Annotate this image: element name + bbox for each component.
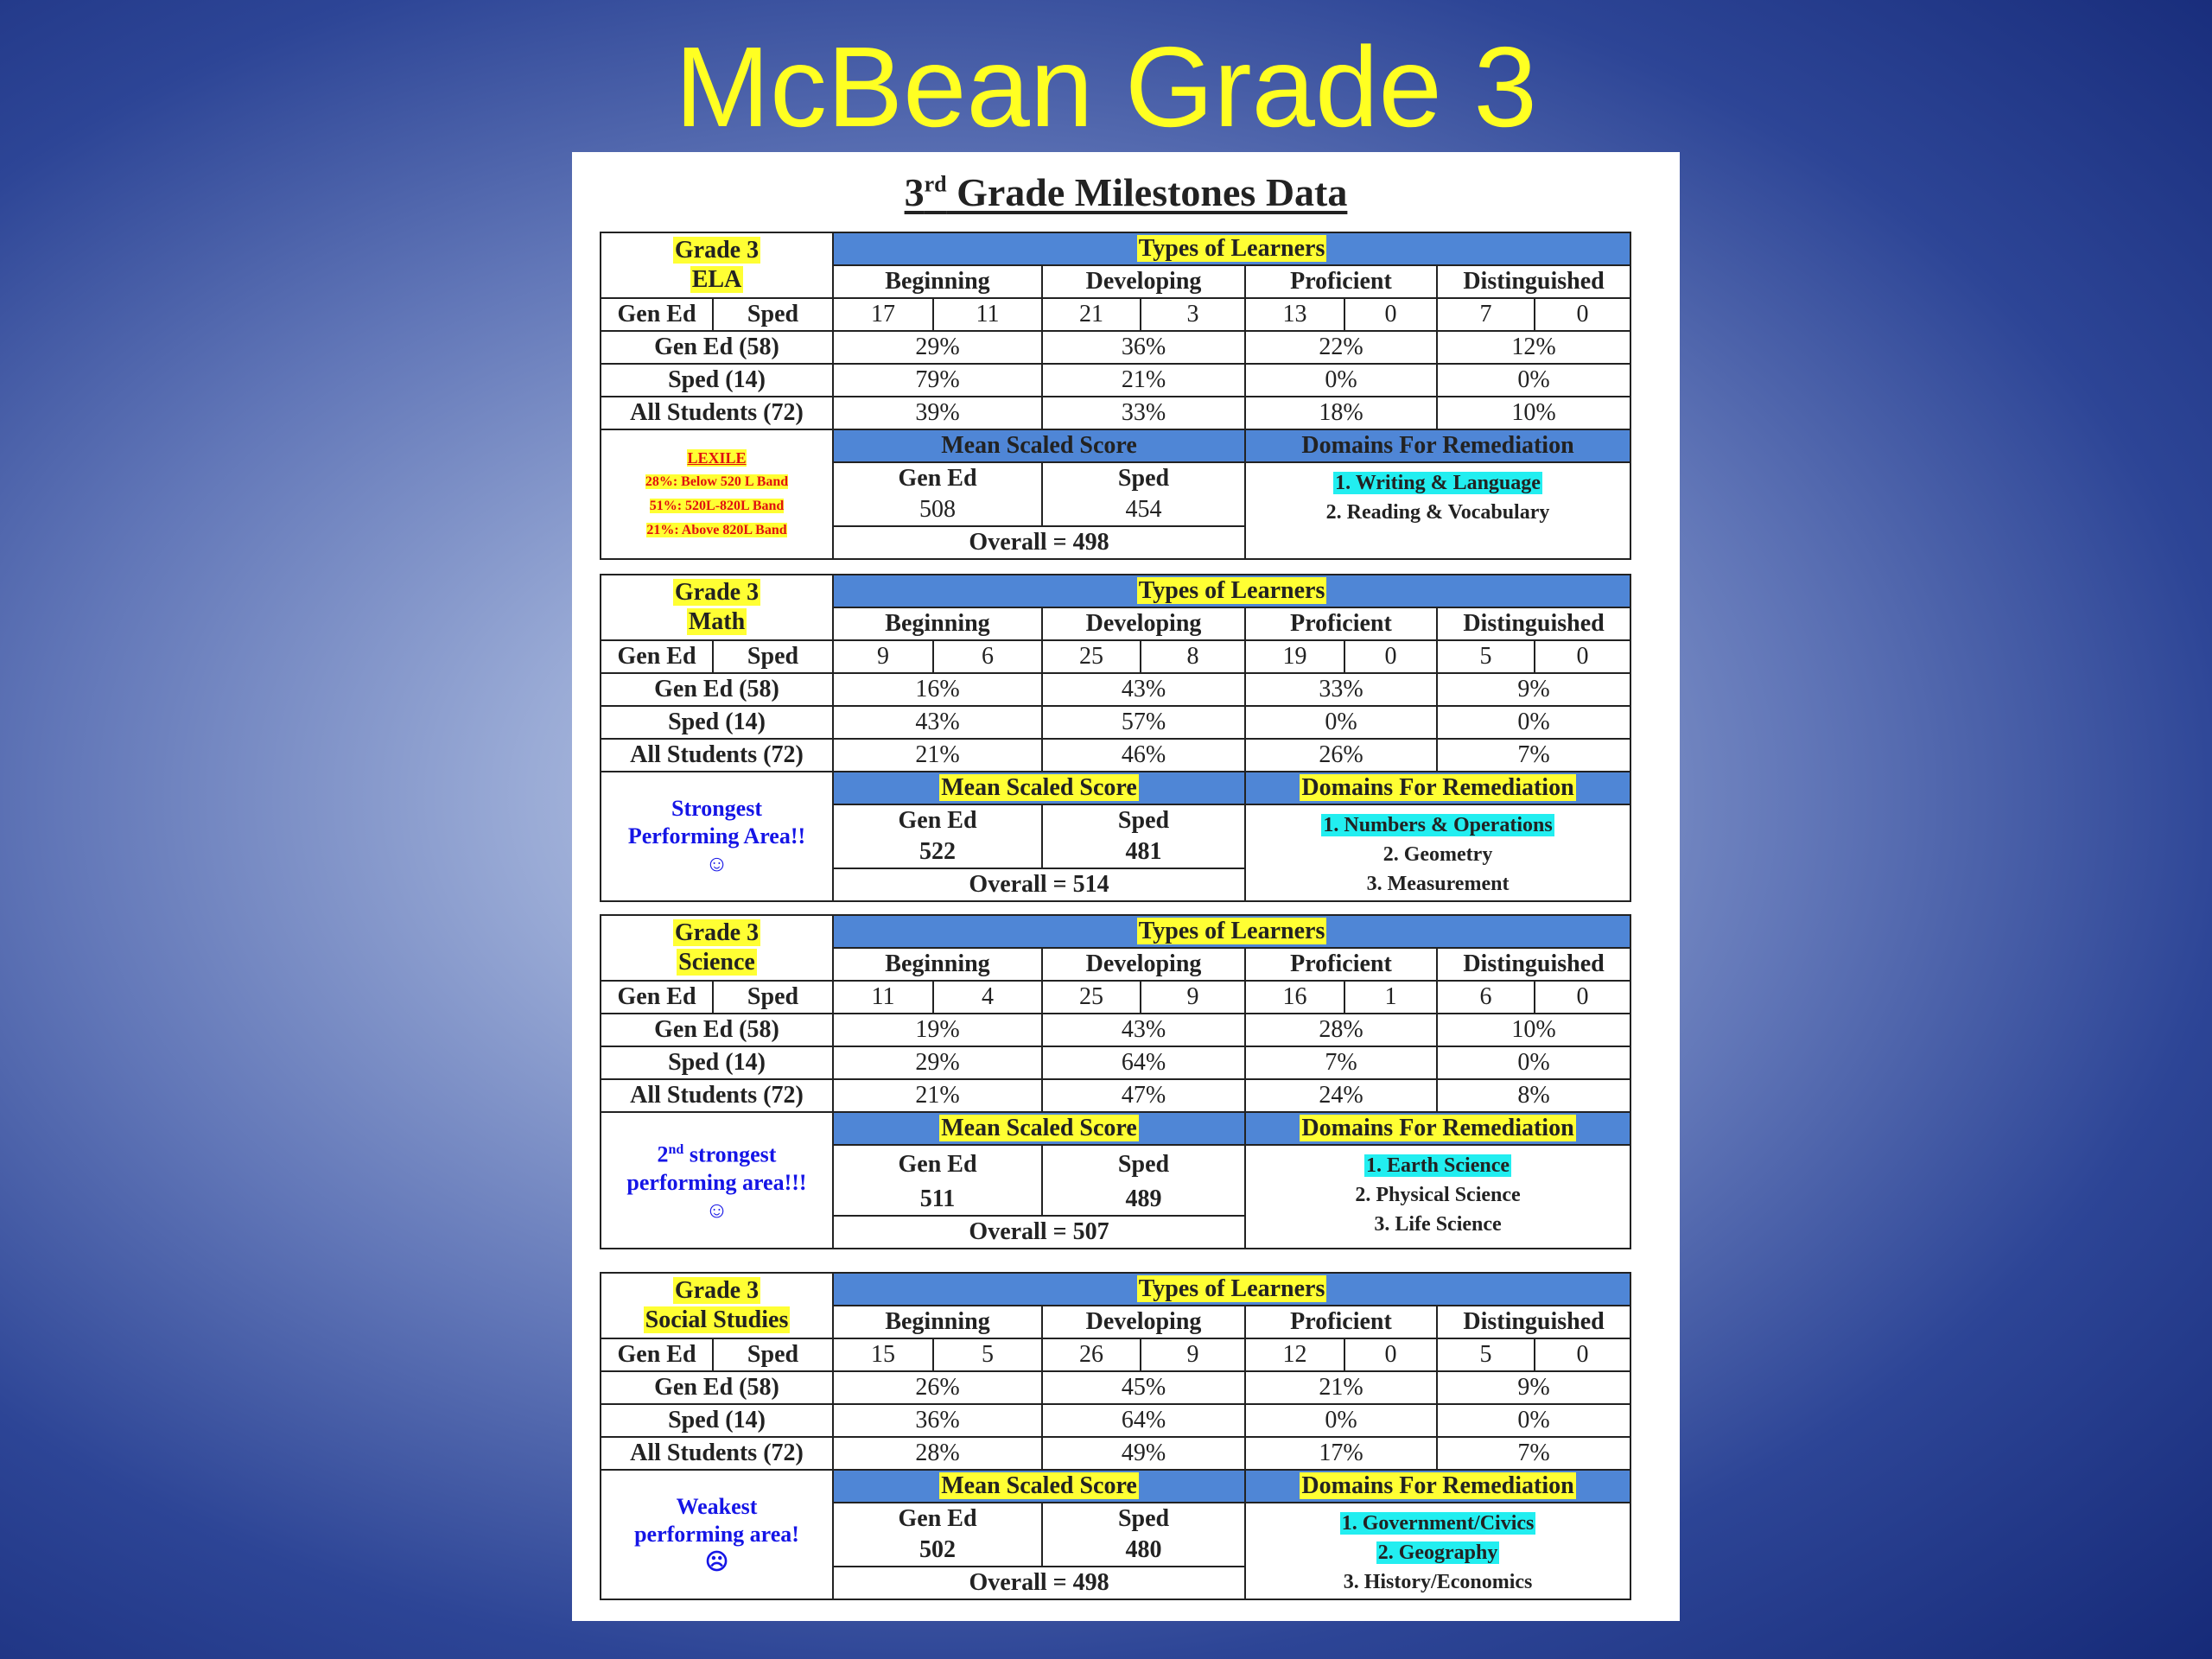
percent-cell: 9% <box>1437 673 1630 706</box>
level-beginning: Beginning <box>833 607 1042 640</box>
count-cell: 5 <box>1437 1338 1535 1371</box>
gen-ed-score: 502 <box>833 1535 1042 1567</box>
note-cell <box>601 1112 833 1249</box>
lexile-note <box>601 446 832 543</box>
count-cell: 11 <box>933 298 1042 331</box>
level-proficient: Proficient <box>1245 948 1437 981</box>
sped-percent-row <box>601 1404 1741 1437</box>
count-row <box>601 1338 1741 1371</box>
sped-score: 454 <box>1042 494 1245 526</box>
sped-label: Sped <box>713 981 833 1014</box>
header-text: Domains For Remediation <box>1301 432 1574 459</box>
percent-cell: 0% <box>1245 706 1437 739</box>
milestones-table-science <box>600 914 1742 1249</box>
header-row <box>601 575 1741 607</box>
percent-cell: 0% <box>1437 706 1630 739</box>
percent-cell: 21% <box>833 1079 1042 1112</box>
percent-cell: 33% <box>1042 397 1245 429</box>
domains-list <box>1245 804 1630 901</box>
domain-item: 2. Physical Science <box>1355 1184 1521 1206</box>
mean-scaled-score-header <box>833 429 1245 462</box>
percent-cell: 7% <box>1437 1437 1630 1470</box>
level-beginning: Beginning <box>833 265 1042 298</box>
score-sped-label: Sped <box>1042 1503 1245 1535</box>
domain-item: 2. Geography <box>1377 1541 1498 1564</box>
level-distinguished: Distinguished <box>1437 948 1630 981</box>
percent-cell: 29% <box>833 331 1042 364</box>
percent-cell: 36% <box>1042 331 1245 364</box>
percent-cell: 8% <box>1437 1079 1630 1112</box>
percent-cell: 7% <box>1245 1046 1437 1079</box>
all-students-percent-row <box>601 739 1741 772</box>
count-row <box>601 298 1741 331</box>
grade-label: Grade 3 <box>674 237 760 264</box>
performance-note <box>601 1136 832 1224</box>
lexile-band: 21%: Above 820L Band <box>646 523 787 537</box>
overall-score: Overall = 498 <box>833 1567 1245 1599</box>
gen-ed-percent-row <box>601 673 1741 706</box>
count-cell: 7 <box>1437 298 1535 331</box>
count-cell: 6 <box>1437 981 1535 1014</box>
gen-ed-percent-row <box>601 1371 1741 1404</box>
score-sped-label: Sped <box>1042 1145 1245 1184</box>
count-cell: 8 <box>1141 640 1245 673</box>
row-label: Gen Ed (58) <box>601 1014 833 1046</box>
domain-item: 3. History/Economics <box>1343 1571 1533 1593</box>
header-text: Mean Scaled Score <box>941 1115 1137 1141</box>
percent-cell: 47% <box>1042 1079 1245 1112</box>
count-cell: 6 <box>933 640 1042 673</box>
count-cell: 19 <box>1245 640 1344 673</box>
domain-item: 1. Numbers & Operations <box>1323 814 1553 836</box>
all-students-percent-row <box>601 397 1741 429</box>
sped-percent-row <box>601 706 1741 739</box>
subject-label <box>601 232 833 298</box>
milestones-table-social-studies <box>600 1272 1742 1600</box>
domains-header <box>1245 429 1630 462</box>
count-cell: 4 <box>933 981 1042 1014</box>
title-text: Grade Milestones Data <box>946 170 1348 215</box>
slide-title: McBean Grade 3 <box>675 23 1537 150</box>
percent-cell: 28% <box>1245 1014 1437 1046</box>
score-sped-label: Sped <box>1042 804 1245 836</box>
row-label: Sped (14) <box>601 706 833 739</box>
percent-cell: 7% <box>1437 739 1630 772</box>
header-row <box>601 915 1741 948</box>
gen-ed-score: 522 <box>833 836 1042 868</box>
frown-icon: ☹ <box>704 1549 729 1574</box>
row-label: All Students (72) <box>601 1079 833 1112</box>
mean-scaled-score-header <box>833 1112 1245 1145</box>
title-number: 3 <box>904 170 925 215</box>
domains-header <box>1245 772 1630 804</box>
percent-cell: 18% <box>1245 397 1437 429</box>
gen-ed-percent-row <box>601 331 1741 364</box>
note-text: Weakest <box>676 1494 758 1519</box>
percent-cell: 0% <box>1437 364 1630 397</box>
mean-score-header-row <box>601 1470 1741 1503</box>
gen-ed-score: 508 <box>833 494 1042 526</box>
subject-label <box>601 575 833 640</box>
sped-score: 489 <box>1042 1184 1245 1216</box>
count-cell: 5 <box>1437 640 1535 673</box>
subject-name: Social Studies <box>645 1306 789 1333</box>
count-cell: 16 <box>1245 981 1344 1014</box>
smiley-icon: ☺ <box>705 1197 728 1223</box>
grade-label: Grade 3 <box>674 919 760 946</box>
count-cell: 0 <box>1344 640 1437 673</box>
count-cell: 0 <box>1535 640 1630 673</box>
score-gen-ed-label: Gen Ed <box>833 1145 1042 1184</box>
row-label: Gen Ed (58) <box>601 1371 833 1404</box>
mean-score-header-row <box>601 429 1741 462</box>
row-label: Gen Ed (58) <box>601 673 833 706</box>
level-beginning: Beginning <box>833 1306 1042 1338</box>
all-students-percent-row <box>601 1437 1741 1470</box>
percent-cell: 43% <box>1042 673 1245 706</box>
lexile-band: 51%: 520L-820L Band <box>649 499 785 513</box>
percent-cell: 19% <box>833 1014 1042 1046</box>
subject-name: ELA <box>691 266 742 293</box>
count-cell: 3 <box>1141 298 1245 331</box>
percent-cell: 0% <box>1437 1046 1630 1079</box>
header-text: Types of Learners <box>1138 1275 1325 1302</box>
note-text: Performing Area!! <box>627 823 806 849</box>
score-gen-ed-label: Gen Ed <box>833 804 1042 836</box>
percent-cell: 24% <box>1245 1079 1437 1112</box>
sped-label: Sped <box>713 640 833 673</box>
row-label: Sped (14) <box>601 1404 833 1437</box>
score-gen-ed-label: Gen Ed <box>833 1503 1042 1535</box>
level-developing: Developing <box>1042 607 1245 640</box>
sped-percent-row <box>601 1046 1741 1079</box>
header-row <box>601 232 1741 265</box>
title-superscript: rd <box>924 172 947 197</box>
note-cell <box>601 1470 833 1599</box>
percent-cell: 64% <box>1042 1046 1245 1079</box>
count-cell: 0 <box>1344 1338 1437 1371</box>
count-cell: 5 <box>933 1338 1042 1371</box>
percent-cell: 12% <box>1437 331 1630 364</box>
count-cell: 17 <box>833 298 933 331</box>
sped-score: 480 <box>1042 1535 1245 1567</box>
header-text: Domains For Remediation <box>1301 1472 1574 1499</box>
header-text: Mean Scaled Score <box>941 774 1137 801</box>
header-text: Mean Scaled Score <box>941 432 1137 459</box>
lexile-band: 28%: Below 520 L Band <box>645 474 789 489</box>
domains-list <box>1245 462 1630 559</box>
count-cell: 25 <box>1042 640 1141 673</box>
domain-item: 1. Writing & Language <box>1335 472 1541 494</box>
percent-cell: 49% <box>1042 1437 1245 1470</box>
percent-cell: 64% <box>1042 1404 1245 1437</box>
percent-cell: 0% <box>1437 1404 1630 1437</box>
milestones-table-ela <box>600 232 1742 560</box>
lexile-heading: LEXILE <box>687 449 747 467</box>
note-text: strongest <box>683 1141 777 1167</box>
domain-item: 1. Earth Science <box>1366 1154 1510 1177</box>
percent-cell: 16% <box>833 673 1042 706</box>
types-of-learners-header <box>833 575 1630 607</box>
gen-ed-label: Gen Ed <box>601 1338 713 1371</box>
percent-cell: 36% <box>833 1404 1042 1437</box>
performance-note <box>601 795 832 878</box>
percent-cell: 21% <box>833 739 1042 772</box>
note-text: performing area! <box>634 1522 799 1547</box>
types-of-learners-header <box>833 232 1630 265</box>
count-cell: 26 <box>1042 1338 1141 1371</box>
sped-percent-row <box>601 364 1741 397</box>
domains-list <box>1245 1145 1630 1249</box>
count-cell: 0 <box>1535 1338 1630 1371</box>
count-cell: 1 <box>1344 981 1437 1014</box>
header-row <box>601 1273 1741 1306</box>
smiley-icon: ☺ <box>705 851 728 876</box>
domain-item: 3. Measurement <box>1366 873 1510 895</box>
count-row <box>601 981 1741 1014</box>
row-label: All Students (72) <box>601 1437 833 1470</box>
overall-score: Overall = 498 <box>833 526 1245 559</box>
count-cell: 21 <box>1042 298 1141 331</box>
count-cell: 25 <box>1042 981 1141 1014</box>
count-cell: 12 <box>1245 1338 1344 1371</box>
gen-ed-label: Gen Ed <box>601 981 713 1014</box>
document-page <box>572 152 1680 1621</box>
percent-cell: 22% <box>1245 331 1437 364</box>
level-developing: Developing <box>1042 948 1245 981</box>
overall-score: Overall = 514 <box>833 868 1245 901</box>
level-proficient: Proficient <box>1245 1306 1437 1338</box>
count-cell: 9 <box>1141 981 1245 1014</box>
header-text: Domains For Remediation <box>1301 774 1574 801</box>
percent-cell: 57% <box>1042 706 1245 739</box>
level-developing: Developing <box>1042 1306 1245 1338</box>
row-label: Gen Ed (58) <box>601 331 833 364</box>
header-text: Types of Learners <box>1138 918 1325 944</box>
domain-item: 3. Life Science <box>1374 1213 1502 1236</box>
count-row <box>601 640 1741 673</box>
count-cell: 15 <box>833 1338 933 1371</box>
percent-cell: 43% <box>1042 1014 1245 1046</box>
sped-label: Sped <box>713 1338 833 1371</box>
note-cell <box>601 772 833 901</box>
level-distinguished: Distinguished <box>1437 607 1630 640</box>
percent-cell: 17% <box>1245 1437 1437 1470</box>
percent-cell: 21% <box>1245 1371 1437 1404</box>
note-text: Strongest <box>671 796 762 821</box>
row-label: Sped (14) <box>601 364 833 397</box>
percent-cell: 10% <box>1437 397 1630 429</box>
percent-cell: 26% <box>833 1371 1042 1404</box>
gen-ed-percent-row <box>601 1014 1741 1046</box>
performance-note <box>601 1493 832 1576</box>
count-cell: 9 <box>833 640 933 673</box>
domain-item: 2. Geometry <box>1382 843 1493 866</box>
gen-ed-label: Gen Ed <box>601 298 713 331</box>
count-cell: 0 <box>1535 981 1630 1014</box>
row-label: All Students (72) <box>601 397 833 429</box>
domains-list <box>1245 1503 1630 1599</box>
subject-name: Science <box>678 949 755 976</box>
level-developing: Developing <box>1042 265 1245 298</box>
header-text: Domains For Remediation <box>1301 1115 1574 1141</box>
domains-header <box>1245 1112 1630 1145</box>
level-proficient: Proficient <box>1245 265 1437 298</box>
note-text: performing area!!! <box>626 1169 807 1195</box>
domain-item: 2. Reading & Vocabulary <box>1325 501 1550 524</box>
domains-header <box>1245 1470 1630 1503</box>
subject-label <box>601 915 833 981</box>
document-title <box>572 159 1680 215</box>
gen-ed-label: Gen Ed <box>601 640 713 673</box>
all-students-percent-row <box>601 1079 1741 1112</box>
sped-label: Sped <box>713 298 833 331</box>
percent-cell: 45% <box>1042 1371 1245 1404</box>
subject-label <box>601 1273 833 1338</box>
percent-cell: 0% <box>1245 1404 1437 1437</box>
count-cell: 0 <box>1535 298 1630 331</box>
percent-cell: 21% <box>1042 364 1245 397</box>
mean-score-header-row <box>601 1112 1741 1145</box>
types-of-learners-header <box>833 915 1630 948</box>
percent-cell: 46% <box>1042 739 1245 772</box>
count-cell: 13 <box>1245 298 1344 331</box>
row-label: All Students (72) <box>601 739 833 772</box>
grade-label: Grade 3 <box>674 1277 760 1304</box>
percent-cell: 43% <box>833 706 1042 739</box>
grade-label: Grade 3 <box>674 579 760 606</box>
note-num: 2 <box>657 1141 669 1167</box>
level-distinguished: Distinguished <box>1437 1306 1630 1338</box>
percent-cell: 10% <box>1437 1014 1630 1046</box>
percent-cell: 26% <box>1245 739 1437 772</box>
percent-cell: 0% <box>1245 364 1437 397</box>
mean-scaled-score-header <box>833 772 1245 804</box>
sped-score: 481 <box>1042 836 1245 868</box>
level-beginning: Beginning <box>833 948 1042 981</box>
gen-ed-score: 511 <box>833 1184 1042 1216</box>
header-text: Types of Learners <box>1138 577 1325 604</box>
count-cell: 0 <box>1344 298 1437 331</box>
count-cell: 9 <box>1141 1338 1245 1371</box>
note-sup: nd <box>668 1142 684 1158</box>
header-text: Types of Learners <box>1138 235 1325 262</box>
row-label: Sped (14) <box>601 1046 833 1079</box>
milestones-table-math <box>600 574 1742 902</box>
score-gen-ed-label: Gen Ed <box>833 462 1042 494</box>
percent-cell: 29% <box>833 1046 1042 1079</box>
header-text: Mean Scaled Score <box>941 1472 1137 1499</box>
types-of-learners-header <box>833 1273 1630 1306</box>
domain-item: 1. Government/Civics <box>1341 1512 1535 1535</box>
note-cell <box>601 429 833 559</box>
percent-cell: 28% <box>833 1437 1042 1470</box>
level-distinguished: Distinguished <box>1437 265 1630 298</box>
overall-score: Overall = 507 <box>833 1216 1245 1249</box>
subject-name: Math <box>688 608 746 635</box>
percent-cell: 9% <box>1437 1371 1630 1404</box>
mean-score-header-row <box>601 772 1741 804</box>
level-proficient: Proficient <box>1245 607 1437 640</box>
mean-scaled-score-header <box>833 1470 1245 1503</box>
score-sped-label: Sped <box>1042 462 1245 494</box>
count-cell: 11 <box>833 981 933 1014</box>
percent-cell: 39% <box>833 397 1042 429</box>
percent-cell: 33% <box>1245 673 1437 706</box>
percent-cell: 79% <box>833 364 1042 397</box>
